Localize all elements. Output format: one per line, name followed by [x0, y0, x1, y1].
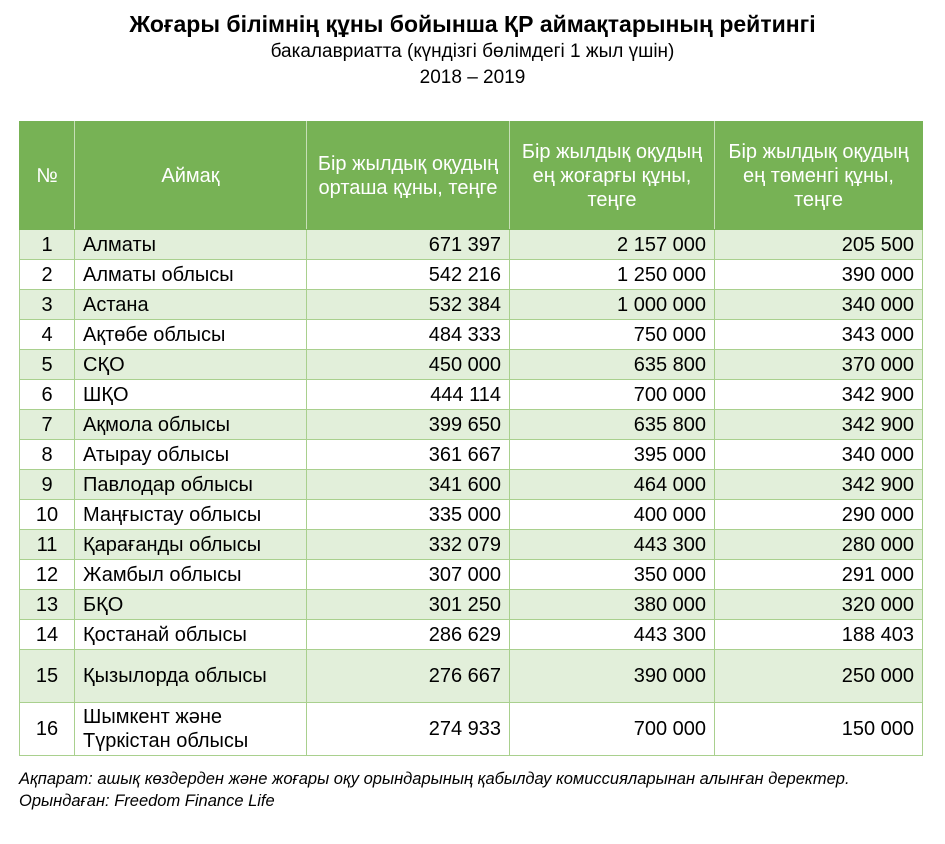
cell-region: Қостанай облысы — [75, 620, 307, 650]
cell-max-cost: 443 300 — [510, 530, 715, 560]
cell-number: 5 — [20, 350, 75, 380]
cell-average-cost: 341 600 — [307, 470, 510, 500]
cell-region: Қарағанды облысы — [75, 530, 307, 560]
cell-min-cost: 320 000 — [715, 590, 923, 620]
table-row — [20, 530, 923, 560]
cell-min-cost: 342 900 — [715, 410, 923, 440]
cell-max-cost: 635 800 — [510, 350, 715, 380]
cell-max-cost: 635 800 — [510, 410, 715, 440]
table-row — [20, 650, 923, 703]
cell-min-cost: 340 000 — [715, 290, 923, 320]
source-note: Ақпарат: ашық көздерден және жоғары оқу орындарының қабылдау комиссияларынан алынған деректер. — [19, 770, 850, 788]
cell-average-cost: 542 216 — [307, 260, 510, 290]
table-row — [20, 620, 923, 650]
cell-number: 3 — [20, 290, 75, 320]
cell-min-cost: 250 000 — [715, 650, 923, 703]
cell-region: Атырау облысы — [75, 440, 307, 470]
table-row — [20, 410, 923, 440]
cell-max-cost: 400 000 — [510, 500, 715, 530]
cell-min-cost: 280 000 — [715, 530, 923, 560]
cell-average-cost: 484 333 — [307, 320, 510, 350]
table-row — [20, 470, 923, 500]
cell-region: Жамбыл облысы — [75, 560, 307, 590]
cell-number: 11 — [20, 530, 75, 560]
cell-number: 4 — [20, 320, 75, 350]
cell-number: 13 — [20, 590, 75, 620]
cell-max-cost: 700 000 — [510, 380, 715, 410]
page-title: Жоғары білімнің құны бойынша ҚР аймақтарының рейтингі — [129, 11, 816, 37]
cell-min-cost: 150 000 — [715, 703, 923, 756]
column-header-min-cost: Бір жылдық оқудың ең төменгі құны, теңге — [715, 122, 923, 230]
cell-max-cost: 464 000 — [510, 470, 715, 500]
cell-number: 10 — [20, 500, 75, 530]
cell-region: Павлодар облысы — [75, 470, 307, 500]
cell-number: 16 — [20, 703, 75, 756]
cell-average-cost: 399 650 — [307, 410, 510, 440]
page-subtitle: бакалавриатта (күндізгі бөлімдегі 1 жыл үшін) — [270, 41, 675, 62]
table-row — [20, 350, 923, 380]
cell-average-cost: 532 384 — [307, 290, 510, 320]
author-note: Орындаған: Freedom Finance Life — [19, 792, 275, 810]
cell-region: Қызылорда облысы — [75, 650, 307, 703]
cell-min-cost: 342 900 — [715, 470, 923, 500]
table-row — [20, 440, 923, 470]
cell-min-cost: 291 000 — [715, 560, 923, 590]
cell-min-cost: 290 000 — [715, 500, 923, 530]
cell-region: Алматы — [75, 230, 307, 260]
cell-max-cost: 395 000 — [510, 440, 715, 470]
table-body — [20, 230, 923, 756]
cell-max-cost: 350 000 — [510, 560, 715, 590]
rating-table — [19, 121, 923, 756]
cell-average-cost: 286 629 — [307, 620, 510, 650]
table-row — [20, 703, 923, 756]
cell-max-cost: 1 000 000 — [510, 290, 715, 320]
cell-min-cost: 343 000 — [715, 320, 923, 350]
cell-average-cost: 450 000 — [307, 350, 510, 380]
cell-number: 8 — [20, 440, 75, 470]
cell-average-cost: 332 079 — [307, 530, 510, 560]
cell-region: Маңғыстау облысы — [75, 500, 307, 530]
cell-region: Шымкент және Түркістан облысы — [75, 703, 307, 756]
cell-max-cost: 390 000 — [510, 650, 715, 703]
cell-average-cost: 274 933 — [307, 703, 510, 756]
table-row — [20, 260, 923, 290]
cell-region: Ақмола облысы — [75, 410, 307, 440]
table-row — [20, 290, 923, 320]
cell-average-cost: 301 250 — [307, 590, 510, 620]
cell-number: 15 — [20, 650, 75, 703]
cell-number: 14 — [20, 620, 75, 650]
cell-average-cost: 671 397 — [307, 230, 510, 260]
table-row — [20, 320, 923, 350]
cell-min-cost: 205 500 — [715, 230, 923, 260]
cell-average-cost: 276 667 — [307, 650, 510, 703]
table-row — [20, 590, 923, 620]
cell-max-cost: 1 250 000 — [510, 260, 715, 290]
cell-min-cost: 370 000 — [715, 350, 923, 380]
cell-region: БҚО — [75, 590, 307, 620]
column-header-average-cost: Бір жылдық оқудың орташа құны, теңге — [307, 122, 510, 230]
column-header-region: Аймақ — [75, 122, 307, 230]
cell-number: 12 — [20, 560, 75, 590]
cell-max-cost: 700 000 — [510, 703, 715, 756]
cell-number: 2 — [20, 260, 75, 290]
cell-region: ШҚО — [75, 380, 307, 410]
cell-number: 9 — [20, 470, 75, 500]
cell-region: Астана — [75, 290, 307, 320]
cell-number: 6 — [20, 380, 75, 410]
table-header-row — [20, 122, 923, 230]
column-header-max-cost: Бір жылдық оқудың ең жоғарғы құны, теңге — [510, 122, 715, 230]
table-row — [20, 500, 923, 530]
table-row — [20, 380, 923, 410]
cell-average-cost: 444 114 — [307, 380, 510, 410]
cell-max-cost: 2 157 000 — [510, 230, 715, 260]
cell-average-cost: 335 000 — [307, 500, 510, 530]
cell-average-cost: 361 667 — [307, 440, 510, 470]
cell-min-cost: 188 403 — [715, 620, 923, 650]
cell-average-cost: 307 000 — [307, 560, 510, 590]
column-header-number: № — [20, 122, 75, 230]
table-row — [20, 560, 923, 590]
cell-min-cost: 340 000 — [715, 440, 923, 470]
cell-min-cost: 390 000 — [715, 260, 923, 290]
cell-max-cost: 443 300 — [510, 620, 715, 650]
cell-number: 7 — [20, 410, 75, 440]
cell-max-cost: 750 000 — [510, 320, 715, 350]
cell-number: 1 — [20, 230, 75, 260]
footer — [19, 768, 922, 812]
cell-region: Ақтөбе облысы — [75, 320, 307, 350]
table-row — [20, 230, 923, 260]
cell-region: Алматы облысы — [75, 260, 307, 290]
year-range: 2018 – 2019 — [419, 67, 526, 88]
cell-region: СҚО — [75, 350, 307, 380]
cell-max-cost: 380 000 — [510, 590, 715, 620]
cell-min-cost: 342 900 — [715, 380, 923, 410]
